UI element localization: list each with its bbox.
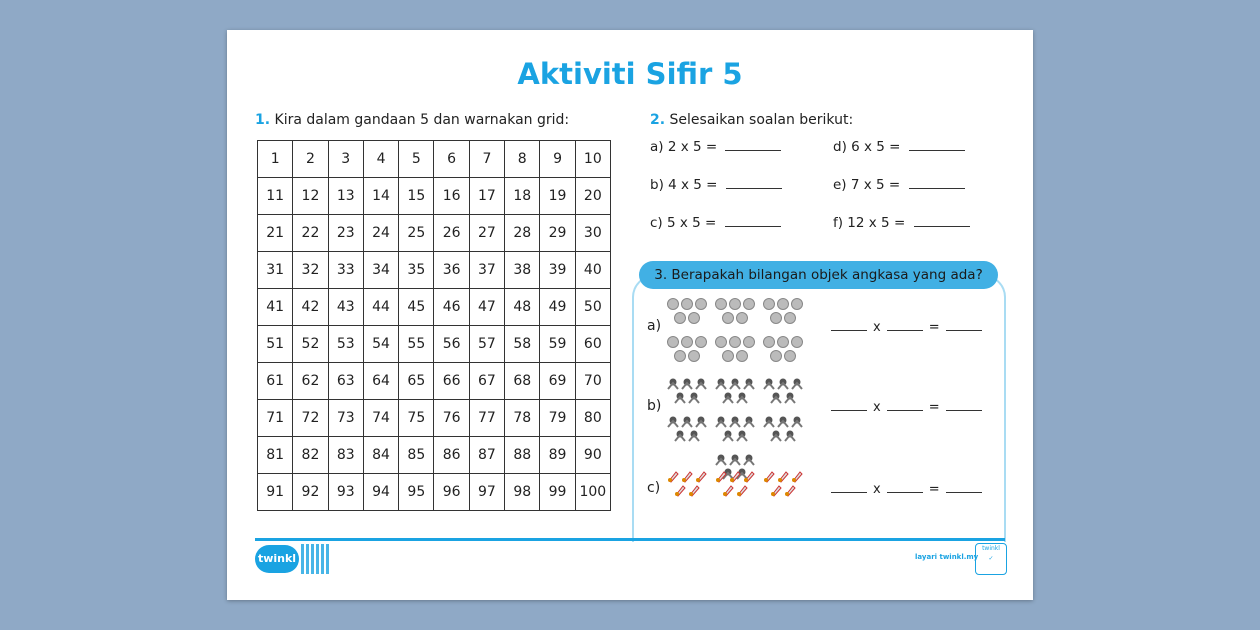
grid-cell[interactable]: 33 [328,252,363,289]
grid-cell[interactable]: 41 [258,289,293,326]
grid-cell[interactable]: 26 [434,215,469,252]
question-number: 1. [255,112,271,128]
answer-blank[interactable] [946,482,982,493]
rock-group-icon [667,336,713,368]
page-title: Aktiviti Sifir 5 [517,57,743,91]
grid-cell[interactable]: 88 [505,437,540,474]
grid-cell[interactable]: 20 [575,178,610,215]
hundred-grid [257,140,611,511]
grid-row [258,289,611,326]
grid-cell[interactable]: 68 [505,363,540,400]
grid-cell[interactable]: 29 [540,215,575,252]
times-sign: x [873,482,881,497]
item-text: c) 5 x 5 = [650,215,717,231]
grid-cell[interactable]: 51 [258,326,293,363]
row-label: a) [647,318,662,334]
question-2-item [833,138,965,155]
answer-blank[interactable] [887,482,923,493]
grid-row [258,215,611,252]
grid-cell[interactable]: 94 [363,474,398,511]
equals-sign: = [928,320,940,335]
grid-cell[interactable]: 61 [258,363,293,400]
grid-cell[interactable]: 76 [434,400,469,437]
grid-row [258,437,611,474]
grid-cell[interactable]: 100 [575,474,610,511]
grid-row [258,400,611,437]
grid-cell[interactable]: 32 [293,252,328,289]
grid-cell[interactable]: 63 [328,363,363,400]
row-label: c) [647,480,661,496]
grid-cell[interactable]: 27 [469,215,504,252]
item-text: e) 7 x 5 = [833,177,901,193]
item-text: a) 2 x 5 = [650,139,718,155]
grid-cell[interactable]: 86 [434,437,469,474]
grid-cell[interactable]: 34 [363,252,398,289]
grid-cell[interactable]: 98 [505,474,540,511]
grid-cell[interactable]: 56 [434,326,469,363]
grid-cell[interactable]: 87 [469,437,504,474]
badge-text: twinkl [982,545,1000,552]
grid-cell[interactable]: 74 [363,400,398,437]
question-2-item [833,214,970,231]
grid-cell[interactable]: 2 [293,141,328,178]
question-2-item [650,214,781,231]
grid-cell[interactable]: 83 [328,437,363,474]
grid-cell[interactable]: 80 [575,400,610,437]
rock-group-icon [715,336,761,368]
rocket-group-icon [715,470,761,502]
grid-cell[interactable]: 13 [328,178,363,215]
grid-cell[interactable]: 42 [293,289,328,326]
grid-row [258,363,611,400]
question-2-item [650,138,781,155]
grid-cell[interactable]: 18 [505,178,540,215]
grid-cell[interactable]: 93 [328,474,363,511]
grid-cell[interactable]: 73 [328,400,363,437]
answer-blank[interactable] [831,400,867,411]
grid-cell[interactable]: 57 [469,326,504,363]
grid-cell[interactable]: 70 [575,363,610,400]
answer-blank[interactable] [725,138,781,151]
grid-cell[interactable]: 48 [505,289,540,326]
qr-code [301,544,329,574]
rocket-group-icon [763,470,809,502]
grid-cell[interactable]: 81 [258,437,293,474]
grid-cell[interactable]: 82 [293,437,328,474]
alien-group-icon [715,378,761,410]
grid-cell[interactable]: 16 [434,178,469,215]
grid-cell[interactable]: 85 [399,437,434,474]
grid-cell[interactable]: 10 [575,141,610,178]
grid-cell[interactable]: 91 [258,474,293,511]
answer-blank[interactable] [726,176,782,189]
row-label: b) [647,398,662,414]
answer-blank[interactable] [831,320,867,331]
grid-cell[interactable]: 31 [258,252,293,289]
grid-cell[interactable]: 95 [399,474,434,511]
grid-cell[interactable]: 35 [399,252,434,289]
multiplication-answer [825,320,988,335]
site-link[interactable]: layari twinkl.my [915,553,979,561]
grid-cell[interactable]: 30 [575,215,610,252]
multiplication-answer [825,400,988,415]
question-2-item [650,176,782,193]
grid-cell[interactable]: 52 [293,326,328,363]
grid-cell[interactable]: 12 [293,178,328,215]
rock-group-icon [667,298,713,330]
grid-cell[interactable]: 5 [399,141,434,178]
grid-cell[interactable]: 38 [505,252,540,289]
grid-cell[interactable]: 3 [328,141,363,178]
grid-cell[interactable]: 72 [293,400,328,437]
grid-cell[interactable]: 84 [363,437,398,474]
grid-cell[interactable]: 17 [469,178,504,215]
grid-cell[interactable]: 47 [469,289,504,326]
grid-cell[interactable]: 43 [328,289,363,326]
grid-cell[interactable]: 89 [540,437,575,474]
grid-cell[interactable]: 6 [434,141,469,178]
grid-cell[interactable]: 69 [540,363,575,400]
answer-blank[interactable] [831,482,867,493]
alien-group-icon [715,416,761,448]
grid-cell[interactable]: 79 [540,400,575,437]
grid-cell[interactable]: 44 [363,289,398,326]
rock-group-icon [763,336,809,368]
question-text: Selesaikan soalan berikut: [669,112,854,128]
alien-group-icon [667,378,713,410]
grid-cell[interactable]: 64 [363,363,398,400]
grid-cell[interactable]: 25 [399,215,434,252]
grid-cell[interactable]: 49 [540,289,575,326]
grid-cell[interactable]: 97 [469,474,504,511]
grid-cell[interactable]: 19 [540,178,575,215]
grid-cell[interactable]: 71 [258,400,293,437]
grid-cell[interactable]: 8 [505,141,540,178]
grid-cell[interactable]: 45 [399,289,434,326]
grid-cell[interactable]: 78 [505,400,540,437]
grid-cell[interactable]: 99 [540,474,575,511]
grid-cell[interactable]: 11 [258,178,293,215]
grid-cell[interactable]: 1 [258,141,293,178]
worksheet [227,30,1033,600]
grid-cell[interactable]: 53 [328,326,363,363]
question-text: Kira dalam gandaan 5 dan warnakan grid: [274,112,570,128]
grid-cell[interactable]: 90 [575,437,610,474]
question-1-heading [255,112,569,128]
grid-cell[interactable]: 24 [363,215,398,252]
grid-cell[interactable]: 23 [328,215,363,252]
grid-cell[interactable]: 9 [540,141,575,178]
twinkl-logo: twinkl [255,545,299,573]
item-text: f) 12 x 5 = [833,215,906,231]
times-sign: x [873,320,881,335]
grid-cell[interactable]: 65 [399,363,434,400]
grid-row [258,474,611,511]
grid-cell[interactable]: 67 [469,363,504,400]
grid-cell[interactable]: 55 [399,326,434,363]
quality-badge: twinkl ✓ [975,543,1007,575]
item-text: b) 4 x 5 = [650,177,718,193]
grid-row [258,252,611,289]
answer-blank[interactable] [725,214,781,227]
alien-group-icon [667,416,713,448]
grid-cell[interactable]: 15 [399,178,434,215]
grid-cell[interactable]: 40 [575,252,610,289]
grid-cell[interactable]: 92 [293,474,328,511]
rock-group-icon [763,298,809,330]
grid-row [258,141,611,178]
multiplication-answer [825,482,988,497]
answer-blank[interactable] [914,214,970,227]
grid-cell[interactable]: 21 [258,215,293,252]
grid-cell[interactable]: 54 [363,326,398,363]
grid-cell[interactable]: 7 [469,141,504,178]
grid-cell[interactable]: 59 [540,326,575,363]
times-sign: x [873,400,881,415]
grid-cell[interactable]: 28 [505,215,540,252]
grid-cell[interactable]: 14 [363,178,398,215]
question-3-heading: 3. Berapakah bilangan objek angkasa yang ada? [639,261,998,289]
grid-row [258,178,611,215]
answer-blank[interactable] [946,400,982,411]
answer-blank[interactable] [909,138,965,151]
grid-cell[interactable]: 37 [469,252,504,289]
rocket-group-icon [667,470,713,502]
grid-cell[interactable]: 96 [434,474,469,511]
equals-sign: = [928,400,940,415]
grid-cell[interactable]: 50 [575,289,610,326]
grid-cell[interactable]: 39 [540,252,575,289]
grid-cell[interactable]: 60 [575,326,610,363]
item-text: d) 6 x 5 = [833,139,901,155]
alien-group-icon [763,378,809,410]
answer-blank[interactable] [887,320,923,331]
answer-blank[interactable] [909,176,965,189]
grid-cell[interactable]: 77 [469,400,504,437]
grid-cell[interactable]: 62 [293,363,328,400]
rock-group-icon [715,298,761,330]
grid-cell[interactable]: 66 [434,363,469,400]
alien-group-icon [763,416,809,448]
grid-cell[interactable]: 75 [399,400,434,437]
question-2-heading [650,112,853,128]
equals-sign: = [928,482,940,497]
answer-blank[interactable] [887,400,923,411]
question-2-item [833,176,965,193]
grid-row [258,326,611,363]
grid-cell[interactable]: 36 [434,252,469,289]
footer-divider [255,538,1005,541]
answer-blank[interactable] [946,320,982,331]
grid-cell[interactable]: 58 [505,326,540,363]
grid-cell[interactable]: 22 [293,215,328,252]
question-number: 2. [650,112,666,128]
grid-cell[interactable]: 46 [434,289,469,326]
grid-cell[interactable]: 4 [363,141,398,178]
